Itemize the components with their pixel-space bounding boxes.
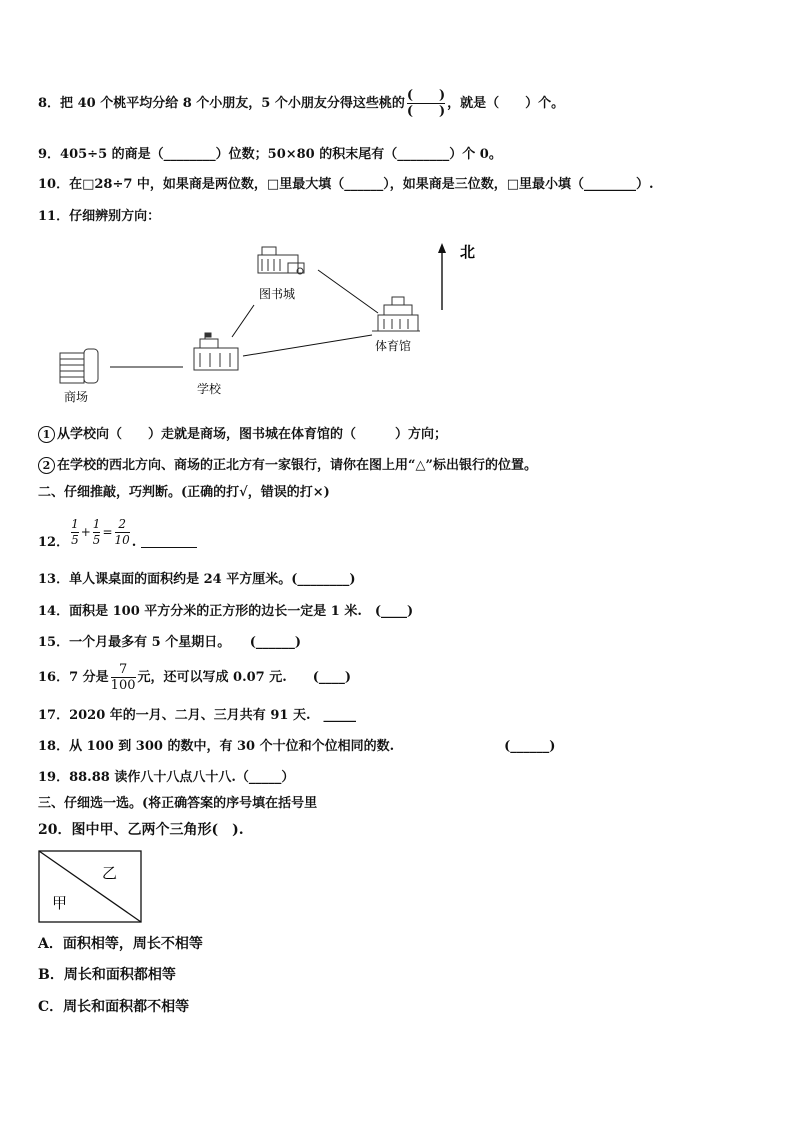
q16-text-a: 16．7 分是: [38, 670, 109, 685]
q18-answer: (______): [504, 739, 556, 754]
q18-text: 18．从 100 到 300 的数中，有 30 个十位和个位相同的数.: [38, 739, 395, 754]
question-13: 13．单人课桌面的面积约是 24 平方厘米。(________): [38, 572, 356, 587]
line-library-school: [232, 305, 254, 337]
q12-n3: 2: [118, 517, 126, 531]
circled-number-2: 2: [38, 457, 55, 474]
question-12: [38, 512, 197, 558]
section-2-heading: 二、仔细推敲，巧判断。(正确的打√，错误的打×): [38, 485, 330, 500]
q12-n1: 1: [71, 517, 79, 531]
stadium-building-icon: [372, 297, 420, 331]
q12-tail: .: [131, 535, 141, 550]
library-label: 图书城: [259, 287, 296, 301]
question-19: 19．88.88 读作八十八点八十八.（_____）: [38, 770, 295, 785]
direction-map: [0, 235, 794, 410]
question-18: [38, 738, 555, 756]
q8-frac-top: ( ): [406, 88, 446, 103]
q8-text-a: 8．把 40 个桃平均分给 8 个小朋友，5 个小朋友分得这些桃的: [38, 96, 405, 111]
question-20: 20．图中甲、乙两个三角形( ).: [38, 822, 244, 838]
q12-d2: 5: [92, 533, 101, 547]
triangle-yi-label: 乙: [102, 864, 118, 882]
q12-answer-blank[interactable]: [141, 534, 197, 548]
question-8: [38, 88, 564, 119]
question-11-2: [38, 457, 537, 475]
option-b[interactable]: B．周长和面积都相等: [38, 967, 176, 983]
q12-number: 12．: [38, 535, 70, 550]
q16-fraction: [111, 662, 136, 693]
line-library-stadium: [318, 270, 378, 313]
q11-2-text: 在学校的西北方向、商场的正北方有一家银行，请你在图上用“△”标出银行的位置。: [57, 458, 537, 473]
stadium-label: 体育馆: [375, 339, 412, 353]
q12-expression: $\frac{1}{5}$ + $\frac{1}{5}$ = $\frac{2}{10}$: [71, 517, 130, 547]
circled-number-1: 1: [38, 426, 55, 443]
question-15: 15．一个月最多有 5 个星期日。 (______): [38, 635, 301, 650]
section-3-heading: 三、仔细选一选。(将正确答案的序号填在括号里: [38, 796, 318, 811]
mall-building-icon: [60, 349, 98, 383]
question-16: [38, 662, 351, 693]
option-a[interactable]: A．面积相等，周长不相等: [38, 936, 203, 952]
question-17: 17．2020 年的一月、二月、三月共有 91 天. _____: [38, 708, 356, 723]
q16-text-b: 元，还可以写成 0.07 元. (____): [137, 670, 352, 685]
school-building-icon: [194, 333, 238, 370]
north-label: 北: [460, 243, 476, 261]
north-arrowhead: [438, 243, 446, 253]
mall-label: 商场: [64, 390, 89, 404]
q12-d3: 10: [114, 533, 130, 547]
q16-frac-top: 7: [118, 662, 128, 677]
q8-frac-bottom: ( ): [406, 104, 446, 119]
q16-frac-bottom: 100: [110, 678, 136, 693]
q8-text-b: ，就是（ ）个。: [447, 96, 565, 111]
question-11-1: [38, 426, 447, 444]
question-14: 14．面积是 100 平方分米的正方形的边长一定是 1 米. (____): [38, 604, 414, 619]
question-10: 10．在□28÷7 中，如果商是两位数，□里最大填（______），如果商是三位数，□里最小填（________）.: [38, 177, 654, 192]
line-school-stadium: [243, 335, 372, 356]
school-label: 学校: [197, 382, 222, 396]
triangle-jia-label: 甲: [52, 894, 68, 912]
library-building-icon: [258, 247, 304, 274]
question-9: 9．405÷5 的商是（________）位数；50×80 的积末尾有（________）个 0。: [38, 147, 502, 162]
triangles-figure: [38, 850, 148, 926]
option-c[interactable]: C．周长和面积都不相等: [38, 999, 190, 1015]
q8-fraction: [407, 88, 445, 119]
question-11: 11．仔细辨别方向：: [38, 209, 161, 224]
q12-d1: 5: [71, 533, 79, 547]
q11-1-text: 从学校向（ ）走就是商场，图书城在体育馆的（ ）方向；: [57, 427, 448, 442]
q12-n2: 1: [92, 517, 101, 531]
